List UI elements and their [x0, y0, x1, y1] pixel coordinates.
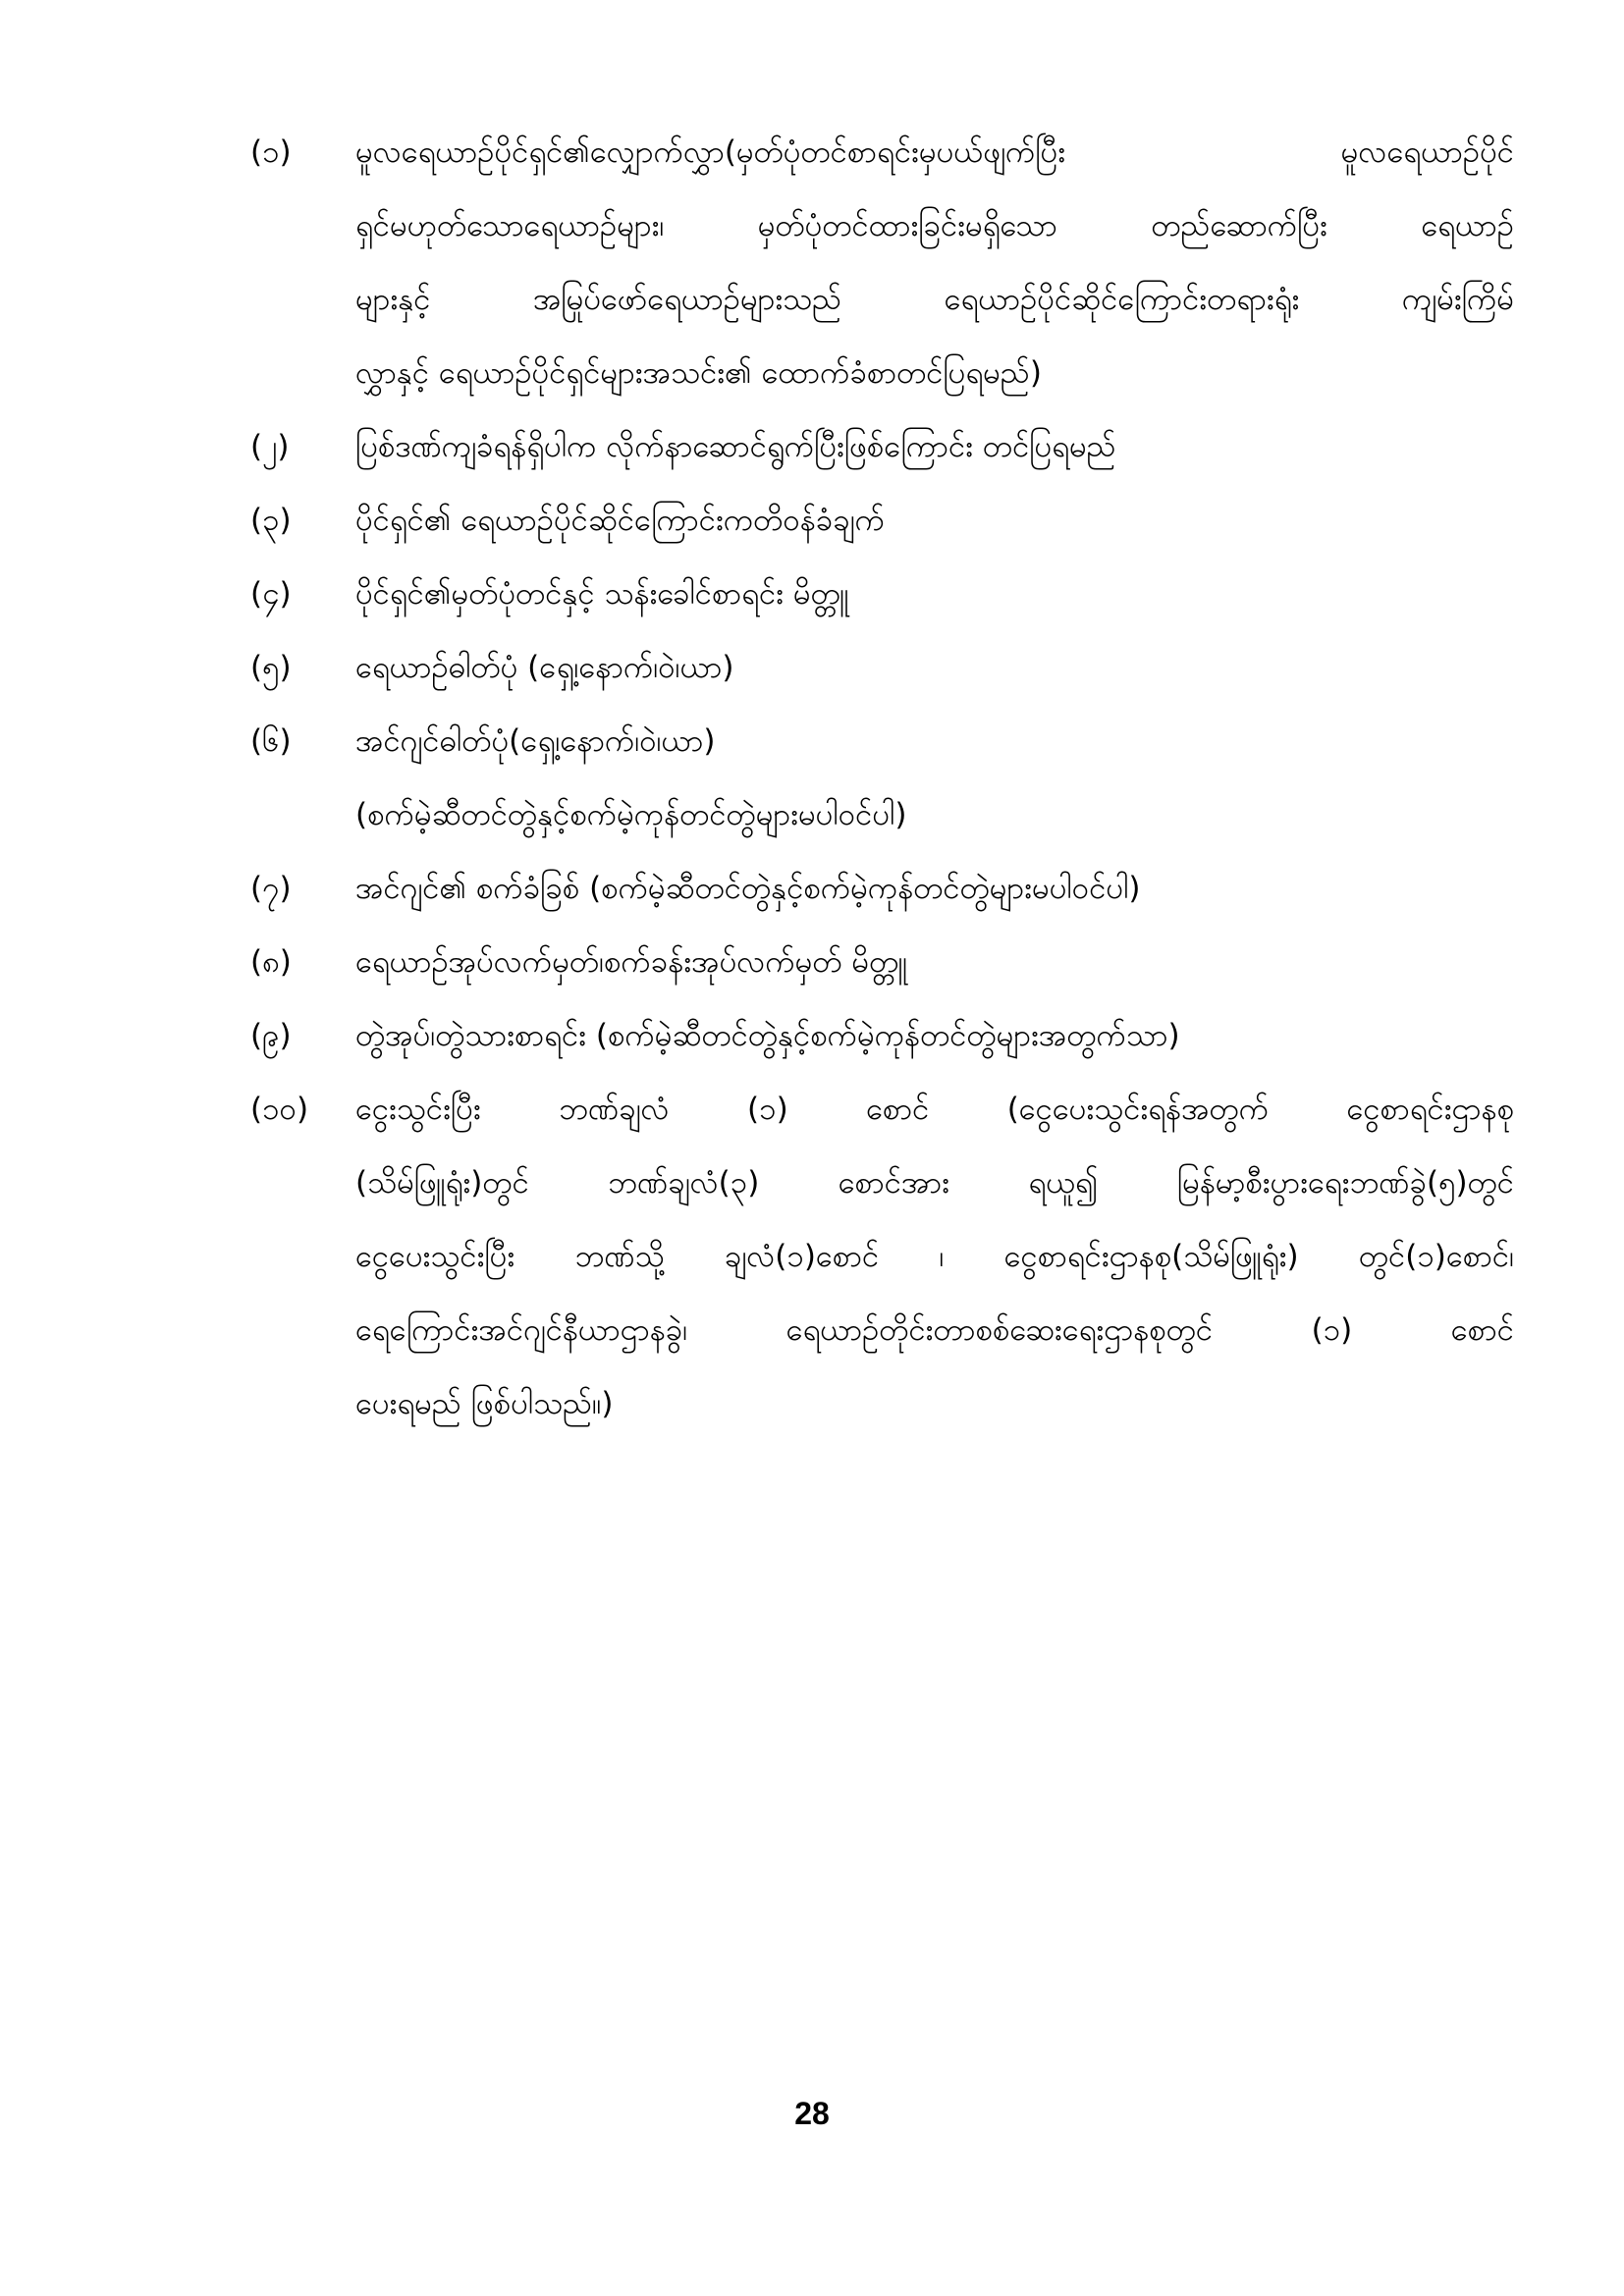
- text-line: ရေကြောင်းအင်ဂျင်နီယာဌာနခွဲ၊ ရေယာဉ်တိုင်းတာစစ်ဆေးရေးဌာနစုတွင် (၁) စောင်: [355, 1312, 1514, 1348]
- text-line: ပြစ်ဒဏ်ကျခံရန်ရှိပါက လိုက်နာဆောင်ရွက်ပြီးဖြစ်ကြောင်း တင်ပြရမည်: [355, 429, 1116, 464]
- text-line: ငွေပေးသွင်းပြီး ဘဏ်သို့ ချလံ(၁)စောင် ၊ ငွေစာရင်းဌာနစု(သိမ်ဖြူရုံး) တွင်(၁)စောင်၊: [355, 1239, 1514, 1274]
- text-line: အင်ဂျင်၏ စက်ခံခြစ် (စက်မဲ့ဆီတင်တွဲနှင့်စက်မဲ့ကုန်တင်တွဲများမပါဝင်ပါ): [355, 871, 1141, 906]
- item-text: [355, 1085, 1514, 1453]
- text-line: များနှင့် အမြုပ်ဖော်ရေယာဉ်များသည် ရေယာဉ်ပိုင်ဆိုင်ကြောင်းတရားရုံး ကျမ်းကြိမ်: [355, 282, 1514, 317]
- text-line: (စက်မဲ့ဆီတင်တွဲနှင့်စက်မဲ့ကုန်တင်တွဲများမပါဝင်ပါ): [355, 797, 907, 832]
- text-line: လွှာနှင့် ရေယာဉ်ပိုင်ရှင်များအသင်း၏ ထောက်ခံစာတင်ပြရမည်): [355, 355, 1042, 391]
- text-line: တွဲအုပ်၊တွဲသားစာရင်း (စက်မဲ့ဆီတင်တွဲနှင့်စက်မဲ့ကုန်တင်တွဲများအတွက်သာ): [355, 1018, 1180, 1053]
- item-number: (၆): [250, 723, 292, 759]
- item-text: [355, 1011, 1514, 1085]
- text-line: ပိုင်ရှင်၏မှတ်ပုံတင်နှင့် သန်းခေါင်စာရင်း မိတ္တူ: [355, 576, 849, 612]
- text-line: ရှင်မဟုတ်သောရေယာဉ်များ၊ မှတ်ပုံတင်ထားခြင်းမရှိသော တည်ဆောက်ပြီး ရေယာဉ်: [355, 208, 1514, 243]
- text-line: ရေယာဉ်အုပ်လက်မှတ်၊စက်ခန်းအုပ်လက်မှတ် မိတ္တူ: [355, 944, 908, 980]
- item-number: (၁၀): [250, 1092, 309, 1127]
- item-number: (၄): [250, 576, 292, 612]
- text-line: ပိုင်ရှင်၏ ရေယာဉ်ပိုင်ဆိုင်ကြောင်းကတိဝန်ခံချက်: [355, 503, 885, 538]
- item-text: [355, 937, 1514, 1011]
- item-number: (၂): [250, 429, 290, 464]
- text-line: မူလရေယာဉ်ပိုင်ရှင်၏လျှောက်လွှာ(မှတ်ပုံတင်စာရင်းမှပယ်ဖျက်ပြီး မူလရေယာဉ်ပိုင်: [355, 134, 1514, 170]
- item-number: (၅): [250, 650, 292, 685]
- item-text: [355, 643, 1514, 717]
- item-text: [355, 717, 1514, 864]
- text-line: (သိမ်ဖြူရုံး)တွင် ဘဏ်ချလံ(၃) စောင်အား ရယူ၍ မြန်မာ့စီးပွားရေးဘဏ်ခွဲ(၅)တွင်: [355, 1165, 1514, 1201]
- item-number: (၈): [250, 944, 292, 980]
- item-text: [355, 128, 1514, 422]
- item-text: [355, 569, 1514, 643]
- text-line: ငွေးသွင်းပြီး ဘဏ်ချလံ (၁) စောင် (ငွေပေးသွင်းရန်အတွက် ငွေစာရင်းဌာနစု: [355, 1092, 1514, 1127]
- item-number: (၇): [250, 871, 292, 906]
- item-number: (၃): [250, 503, 292, 538]
- item-text: [355, 422, 1514, 496]
- item-number: (၁): [250, 134, 292, 170]
- text-line: အင်ဂျင်ဓါတ်ပုံ(ရှေ့၊နောက်၊ဝဲ၊ယာ): [355, 723, 716, 759]
- text-line: ရေယာဉ်ဓါတ်ပုံ (ရှေ့၊နောက်၊ဝဲ၊ယာ): [355, 650, 734, 685]
- item-text: [355, 496, 1514, 569]
- item-number: (၉): [250, 1018, 292, 1053]
- page-number: 28: [794, 2096, 830, 2131]
- item-text: [355, 864, 1514, 937]
- text-line: ပေးရမည် ဖြစ်ပါသည်။): [355, 1386, 614, 1421]
